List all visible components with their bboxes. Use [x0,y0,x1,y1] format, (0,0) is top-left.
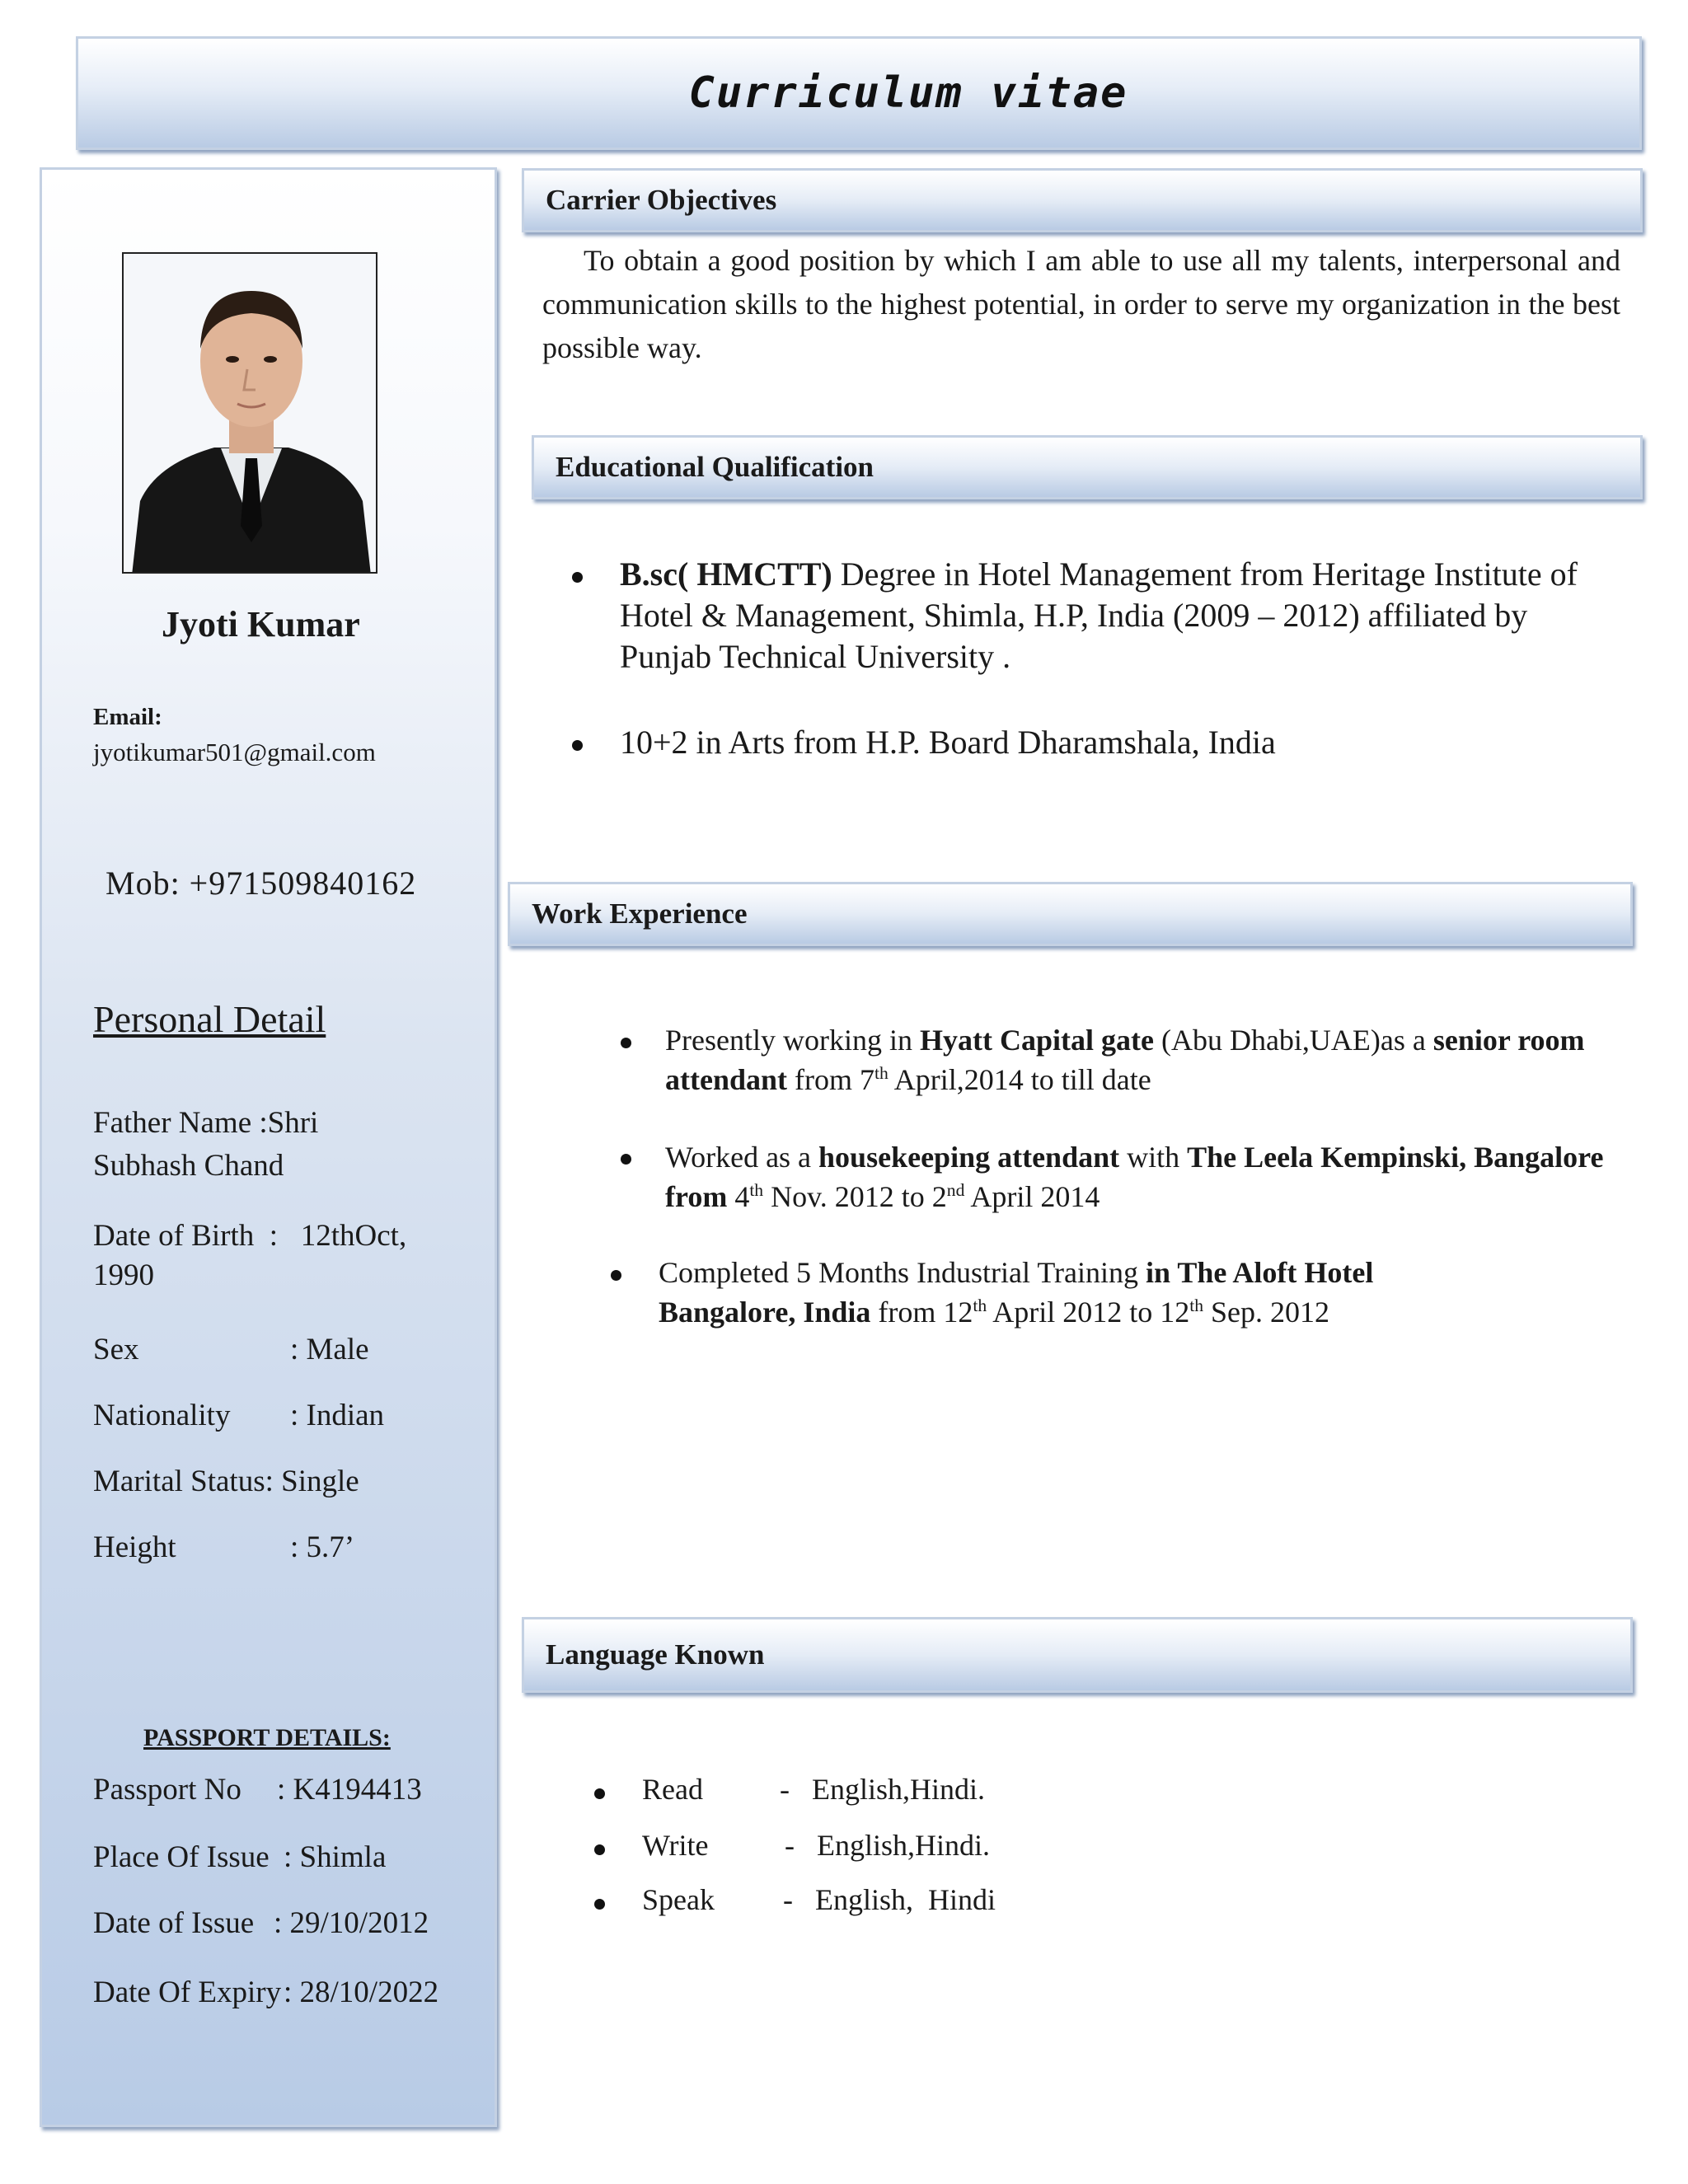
candidate-name: Jyoti Kumar [162,604,360,644]
passport-no-value: : K4194413 [277,1773,422,1807]
language-heading: Language Known [546,1638,765,1671]
language-value-read: - English,Hindi. [780,1773,985,1806]
sex-value: : Male [290,1333,369,1366]
sex-label: Sex [93,1333,139,1366]
language-skill-read: Read [642,1773,703,1806]
profile-photo [122,252,377,574]
height-label: Height [93,1530,176,1564]
email-value: jyotikumar501@gmail.com [93,738,376,766]
work-item-hyatt: Presently working in Hyatt Capital gate (Abu Dhabi,UAE)as a senior room attendant from 7th April,2014 to till date [665,1024,1585,1096]
objective-heading: Carrier Objectives [546,184,777,216]
father-name-line2: Subhash Chand [93,1149,284,1183]
bullet-icon [594,1844,605,1855]
objective-text: To obtain a good position by which I am able to use all my talents, interpersonal and communication skills to the highest potential, in order to serve my organization in the best possible way. [542,244,1620,364]
work-item-aloft: Completed 5 Months Industrial Training in The Aloft Hotel Bangalore, India from 12th April 2012 to 12th Sep. 2012 [659,1256,1374,1329]
date-of-expiry-label: Date Of Expiry [93,1975,282,2009]
place-of-issue-value: : Shimla [284,1840,387,1874]
personal-detail-heading: Personal Detail [93,998,326,1040]
nationality-value: : Indian [290,1399,385,1432]
education-item-school: 10+2 in Arts from H.P. Board Dharamshala, India [620,724,1276,761]
passport-heading: PASSPORT DETAILS: [143,1724,391,1751]
degree-name: B.sc( HMCTT) [620,555,832,593]
language-value-speak: - English, Hindi [783,1883,996,1916]
bullet-icon [594,1899,605,1910]
work-heading: Work Experience [532,898,748,930]
mobile-number: Mob: +971509840162 [106,865,417,902]
cv-title: Curriculum vitae [688,68,1128,118]
language-skill-write: Write [642,1829,709,1862]
bullet-icon [611,1270,621,1281]
bullet-icon [621,1038,631,1048]
dob-line1: Date of Birth : 12thOct, [93,1219,407,1253]
date-of-issue-label: Date of Issue [93,1906,255,1940]
work-heading-bar [508,882,1633,946]
bullet-icon [621,1154,631,1165]
language-value-write: - English,Hindi. [785,1829,990,1862]
work-item-leela: Worked as a housekeeping attendant with The Leela Kempinski, Bangalore from 4th Nov. 2012 to 2nd April 2014 [665,1141,1604,1213]
date-of-issue-value: : 29/10/2012 [274,1906,429,1940]
degree-details: Degree in Hotel Management from Heritage Institute of Hotel & Management, Shimla, H.P, India (2009 – 2012) affiliated by Punjab Technical University . [620,555,1578,675]
bullet-icon [572,740,583,751]
place-of-issue-label: Place Of Issue [93,1840,270,1874]
cv-title-bar [76,36,1642,150]
father-name-line1: Father Name :Shri [93,1106,319,1140]
email-label: Email: [93,704,162,730]
dob-line2: 1990 [93,1258,154,1292]
bullet-icon [572,572,583,583]
date-of-expiry-value: : 28/10/2022 [284,1975,439,2009]
marital-status: Marital Status: Single [93,1465,359,1498]
bullet-icon [594,1788,605,1799]
height-value: : 5.7’ [290,1530,355,1564]
language-heading-bar [522,1617,1633,1693]
passport-no-label: Passport No [93,1773,241,1807]
education-item-degree [620,554,1625,677]
nationality-label: Nationality [93,1399,231,1432]
education-heading-bar [532,435,1643,499]
objective-heading-bar [522,168,1643,232]
education-heading: Educational Qualification [556,451,874,483]
language-skill-speak: Speak [642,1883,715,1916]
